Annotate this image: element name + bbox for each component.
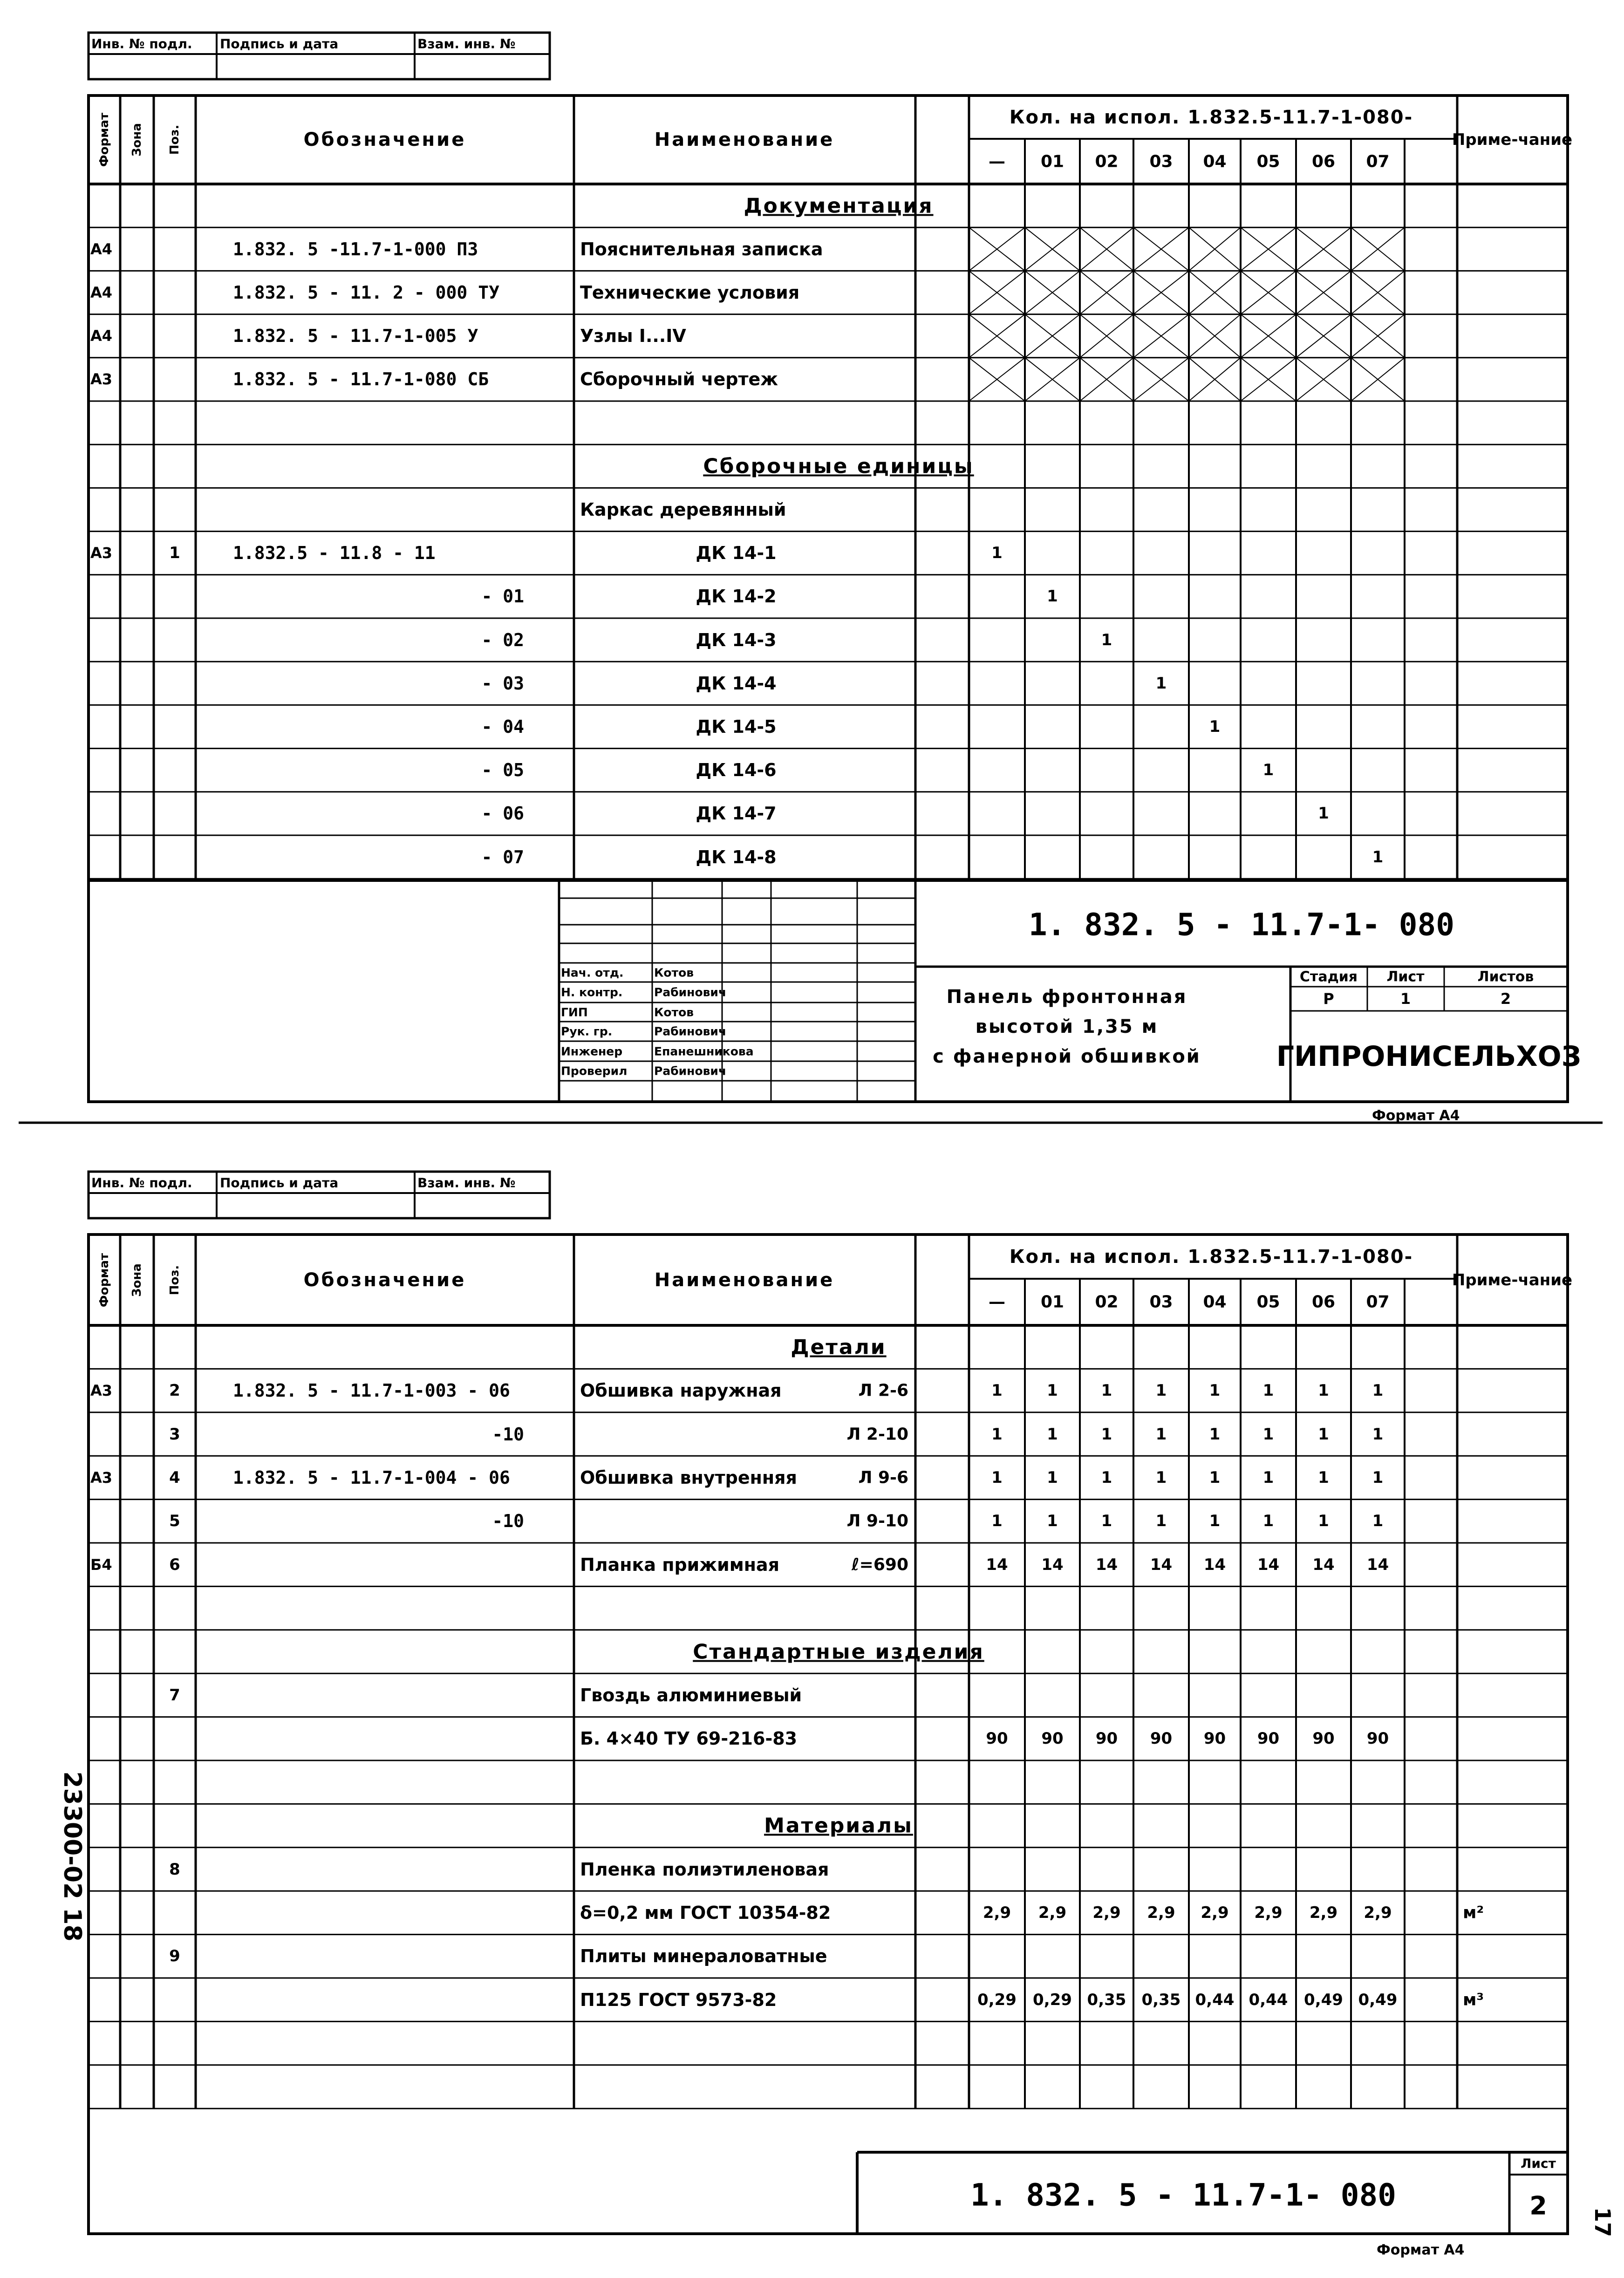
header-name: Наименование [654,129,835,150]
cell-qty: 2,9 [1309,1903,1338,1922]
stamp-person: Рабинович [654,985,727,999]
cell-qty: 1 [1101,1512,1112,1531]
cell-qty: 1 [1262,1512,1274,1531]
stamp-person: Рабинович [654,1024,727,1038]
header-variant: 02 [1095,152,1119,171]
cell-name: Технические условия [580,282,800,303]
cell-designation: - 01 [481,586,524,607]
cell-qty: 1 [1372,1381,1384,1400]
header-variant: 06 [1311,152,1336,171]
cell-pos: 1 [169,544,180,563]
header-pos: Поз. [168,1265,182,1295]
cell-qty: 1 [1372,847,1384,866]
cell-qty: 1 [1155,1425,1167,1444]
header-variant: 01 [1040,1292,1064,1312]
cell-qty: 2,9 [983,1903,1011,1922]
header-variant: 01 [1040,152,1064,171]
cell-name-mark: Л 9-10 [846,1511,908,1531]
stamp-role: ГИП [561,1005,588,1019]
header-variant: 03 [1149,1292,1173,1312]
cell-qty: 2,9 [1254,1903,1283,1922]
cell-qty: 14 [1366,1555,1389,1574]
header-variant: — [989,152,1005,171]
header-variant: 04 [1203,152,1227,171]
cell-qty: 1 [1262,1468,1274,1487]
cell-pos: 7 [169,1685,180,1705]
cell-pos: 4 [169,1468,180,1487]
header-designation: Обозначение [303,129,466,150]
cell-designation: - 06 [481,803,524,824]
cell-name: Плиты минераловатные [580,1946,827,1967]
cell-name-mark: ℓ=690 [851,1555,908,1575]
doc-number: 1. 832. 5 - 11.7-1- 080 [970,2177,1396,2213]
cell-section-heading: Материалы [764,1814,913,1838]
cell-qty: 1 [991,1468,1003,1487]
cell-qty: 1 [991,1425,1003,1444]
stamp-sign-label: Подпись и дата [220,1175,339,1191]
cell-qty: 90 [1312,1729,1335,1748]
cell-qty: 90 [1041,1729,1064,1748]
stamp-replace-label: Взам. инв. № [417,36,516,52]
cell-qty: 14 [1203,1555,1226,1574]
cell-qty: 0,29 [1033,1990,1072,2009]
cell-name: Гвоздь алюминиевый [580,1685,802,1705]
cell-qty: 1 [1209,1381,1221,1400]
cell-qty: 2,9 [1201,1903,1229,1922]
header-note: Приме-чание [1452,130,1573,149]
cell-qty: 90 [1150,1729,1173,1748]
cell-qty: 1 [1318,804,1329,823]
cell-name-mark: Л 9-6 [858,1468,908,1487]
cell-qty: 1 [1262,1425,1274,1444]
organization: ГИПРОНИСЕЛЬХОЗ [1276,1040,1582,1073]
cell-qty: 1 [1209,1468,1221,1487]
cell-qty: 1 [1155,674,1167,693]
cell-qty: 1 [1372,1425,1384,1444]
stamp-person: Рабинович [654,1064,727,1078]
cell-designation: 1.832. 5 - 11.7-1-003 - 06 [233,1380,510,1401]
cell-name: ДК 14-4 [696,673,777,694]
cell-name: ДК 14-3 [696,629,777,650]
cell-qty: 1 [1047,1425,1058,1444]
sheet-value: 2 [1529,2191,1547,2221]
header-qty: Кол. на испол. 1.832.5-11.7-1-080- [1009,106,1413,128]
cell-name-mark: Л 2-10 [846,1425,908,1444]
header-name: Наименование [654,1269,835,1291]
cell-format: А4 [90,284,113,301]
cell-format: Б4 [90,1555,112,1574]
stamp-inv-label: Инв. № подл. [91,36,192,52]
cell-qty: 0,29 [977,1990,1017,2009]
stamp-replace-label: Взам. инв. № [417,1175,516,1191]
cell-qty: 1 [1155,1512,1167,1531]
cell-pos: 6 [169,1555,180,1574]
cell-qty: 1 [1047,1468,1058,1487]
cell-name: ДК 14-5 [696,716,777,737]
cell-pos: 3 [169,1425,180,1444]
cell-qty: 1 [1209,1425,1221,1444]
cell-pos: 9 [169,1947,180,1966]
format-label: Формат А4 [1377,2242,1465,2258]
header-variant: 05 [1256,1292,1280,1312]
doc-title-line: Панель фронтонная [946,986,1187,1008]
stamp-role: Нач. отд. [561,966,624,979]
stamp-person: Котов [654,966,694,979]
cell-qty: 90 [1095,1729,1118,1748]
sheet-label: Лист [1386,968,1425,985]
cell-qty: 1 [1318,1425,1329,1444]
stamp-role: Н. контр. [561,985,623,999]
cell-qty: 14 [1041,1555,1064,1574]
cell-qty: 1 [1318,1381,1329,1400]
header-variant: 05 [1256,152,1280,171]
cell-designation: - 07 [481,846,524,867]
cell-qty: 90 [1257,1729,1280,1748]
cell-format: А3 [90,370,113,389]
cell-format: А3 [90,1468,113,1487]
cell-qty: 1 [1047,1512,1058,1531]
cell-designation: 1.832. 5 - 11.7-1-004 - 06 [233,1467,510,1488]
cell-name: ДК 14-7 [696,803,777,824]
doc-title-line: высотой 1,35 м [975,1016,1159,1037]
header-zone: Зона [130,1263,144,1297]
header-variant: 02 [1095,1292,1119,1312]
header-variant: 06 [1311,1292,1336,1312]
cell-pos: 2 [169,1381,180,1400]
cell-designation: 1.832. 5 - 11. 2 - 000 ТУ [233,282,499,303]
cell-qty: 1 [1262,1381,1274,1400]
cell-name-mark: Л 2-6 [858,1381,908,1400]
cell-name: Сборочный чертеж [580,369,778,390]
cell-name: Каркас деревянный [580,499,786,520]
sheet-label: Лист [1521,2155,1556,2171]
cell-name: ДК 14-8 [696,846,777,867]
header-format: Формат [97,112,111,167]
cell-section-heading: Документация [744,194,934,218]
cell-section-heading: Стандартные изделия [693,1640,984,1664]
cell-qty: 1 [1101,630,1112,649]
cell-name: ДК 14-6 [696,760,777,781]
stamp-person: Котов [654,1005,694,1019]
cell-name: ДК 14-2 [696,586,777,607]
cell-qty: 0,44 [1249,1990,1288,2009]
format-label: Формат А4 [1372,1107,1460,1124]
cell-name: δ=0,2 мм ГОСТ 10354-82 [580,1902,831,1923]
stage-value: Р [1323,990,1334,1008]
cell-pos: 8 [169,1860,180,1879]
cell-qty: 1 [1372,1512,1384,1531]
cell-qty: 1 [1101,1425,1112,1444]
page-number: 17 [1590,2207,1615,2237]
cell-qty: 1 [1262,761,1274,780]
cell-qty: 0,44 [1195,1990,1235,2009]
cell-qty: 1 [1209,1512,1221,1531]
cell-qty: 1 [991,1512,1003,1531]
stamp-person: Епанешникова [654,1044,754,1058]
cell-qty: 0,49 [1358,1990,1398,2009]
cell-qty: 2,9 [1092,1903,1121,1922]
stage-label: Стадия [1299,968,1358,985]
cell-designation: 1.832. 5 - 11.7-1-005 У [233,326,478,347]
cell-name: Узлы I...IV [580,326,686,347]
cell-pos: 5 [169,1512,180,1531]
stamp-role: Проверил [561,1064,628,1078]
cell-designation: - 03 [481,673,524,694]
cell-qty: 1 [991,1381,1003,1400]
header-designation: Обозначение [303,1269,466,1291]
sheets-label: Листов [1477,968,1534,985]
side-archive-number: 23300-02 18 [58,1771,86,1942]
cell-name: Пояснительная записка [580,239,823,259]
cell-designation: -10 [492,1511,524,1532]
cell-qty: 1 [1372,1468,1384,1487]
header-variant: 07 [1366,152,1390,171]
cell-designation: - 04 [481,716,524,737]
stamp-role: Рук. гр. [561,1024,613,1038]
cell-qty: 0,35 [1087,1990,1126,2009]
cell-qty: 1 [991,544,1003,563]
cell-qty: 1 [1101,1381,1112,1400]
cell-qty: 1 [1047,587,1058,606]
cell-qty: 0,35 [1141,1990,1181,2009]
cell-name: ДК 14-1 [696,543,777,564]
cell-designation: 1.832. 5 - 11.7-1-080 СБ [233,369,489,390]
cell-qty: 1 [1155,1381,1167,1400]
cell-designation: 1.832.5 - 11.8 - 11 [233,543,436,564]
cell-name: Б. 4×40 ТУ 69-216-83 [580,1728,798,1749]
cell-designation: - 02 [481,629,524,650]
stamp-role: Инженер [561,1044,623,1058]
header-qty: Кол. на испол. 1.832.5-11.7-1-080- [1009,1246,1413,1268]
doc-number: 1. 832. 5 - 11.7-1- 080 [1029,907,1454,943]
sheet-value: 1 [1400,990,1411,1008]
cell-qty: 90 [1203,1729,1226,1748]
header-note: Приме-чание [1452,1270,1573,1289]
cell-format: А4 [90,240,113,258]
cell-qty: 1 [1101,1468,1112,1487]
cell-qty: 2,9 [1364,1903,1392,1922]
cell-name: Обшивка внутренняя [580,1467,797,1488]
cell-qty: 14 [1150,1555,1173,1574]
cell-note: м³ [1463,1990,1484,2010]
cell-qty: 1 [1155,1468,1167,1487]
sheets-value: 2 [1500,990,1511,1008]
cell-qty: 14 [1257,1555,1280,1574]
header-variant: 04 [1203,1292,1227,1312]
cell-format: А3 [90,1382,113,1400]
cell-qty: 90 [986,1729,1008,1748]
cell-section-heading: Сборочные единицы [703,454,974,478]
header-format: Формат [97,1253,111,1307]
stamp-sign-label: Подпись и дата [220,36,339,52]
cell-qty: 2,9 [1038,1903,1067,1922]
cell-designation: -10 [492,1424,524,1445]
cell-format: А4 [90,327,113,345]
cell-qty: 0,49 [1304,1990,1343,2009]
header-zone: Зона [130,123,144,157]
cell-name: П125 ГОСТ 9573-82 [580,1989,777,2010]
cell-qty: 90 [1366,1729,1389,1748]
cell-designation: 1.832. 5 -11.7-1-000 ПЗ [233,239,478,259]
cell-name: Пленка полиэтиленовая [580,1859,829,1880]
header-variant: — [989,1292,1005,1312]
cell-qty: 14 [986,1555,1008,1574]
cell-designation: - 05 [481,760,524,781]
cell-format: А3 [90,544,113,562]
cell-qty: 1 [1318,1468,1329,1487]
cell-qty: 1 [1047,1381,1058,1400]
header-variant: 07 [1366,1292,1390,1312]
cell-section-heading: Детали [791,1335,887,1359]
header-pos: Поз. [168,124,182,155]
doc-title-line: с фанерной обшивкой [933,1046,1201,1067]
cell-qty: 2,9 [1147,1903,1175,1922]
cell-qty: 14 [1312,1555,1335,1574]
header-variant: 03 [1149,152,1173,171]
cell-name: Обшивка наружная [580,1380,782,1401]
stamp-inv-label: Инв. № подл. [91,1175,192,1191]
cell-qty: 1 [1318,1512,1329,1531]
cell-name: Планка прижимная [580,1554,780,1575]
cell-qty: 1 [1209,717,1221,736]
cell-note: м² [1463,1903,1484,1923]
cell-qty: 14 [1095,1555,1118,1574]
